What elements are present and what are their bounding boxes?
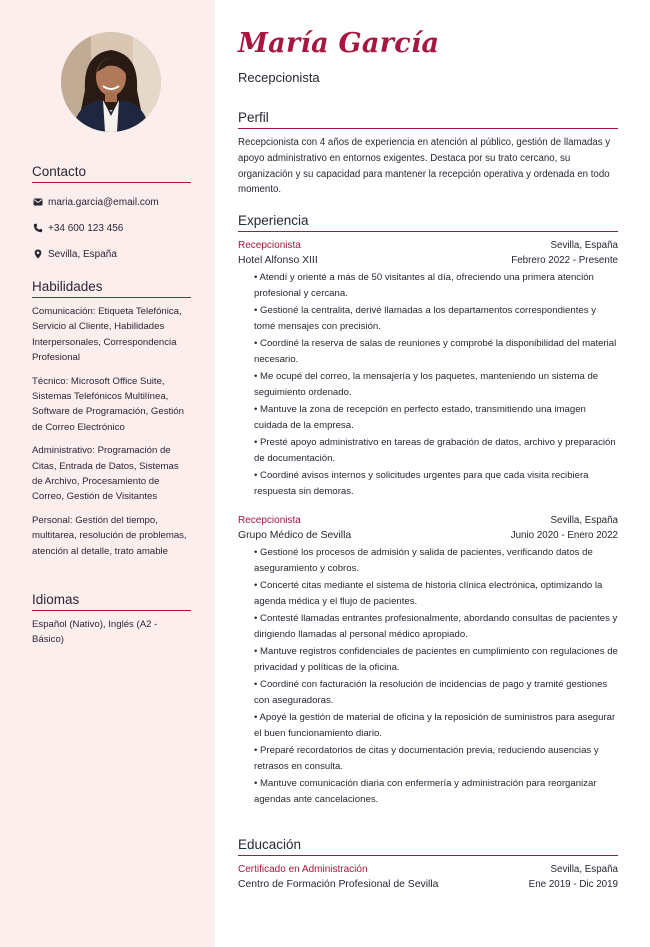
job-location: Sevilla, España xyxy=(550,515,618,527)
experience-section xyxy=(238,213,618,809)
job-title: Recepcionista xyxy=(238,515,301,527)
education-entry xyxy=(238,862,618,892)
education-degree: Certificado en Administración xyxy=(238,864,368,875)
job-company: Hotel Alfonso XIII xyxy=(238,255,318,266)
languages-title: Idiomas xyxy=(32,592,191,611)
experience-title: Experiencia xyxy=(238,213,618,232)
job-bullet: • Me ocupé del correo, la mensajería y los paquetes, manteniendo un sistema de seguimiento ordenado. xyxy=(254,371,599,398)
job-company: Grupo Médico de Sevilla xyxy=(238,530,352,542)
job-bullet: • Preparé recordatorios de citas y documentación previa, reduciendo ausencias y retrasos en consulta. xyxy=(254,745,599,773)
contact-email-text: maria.garcia@email.com xyxy=(48,196,159,208)
education-school: Centro de Formación Profesional de Sevilla xyxy=(238,879,439,890)
skills-title: Habilidades xyxy=(32,279,191,298)
job-bullet: • Coordiné avisos internos y solicitudes urgentes para que cada visita recibiera respuesta sin demoras. xyxy=(254,470,589,497)
education-location: Sevilla, España xyxy=(550,864,618,875)
contact-title: Contacto xyxy=(32,164,191,183)
contact-phone-text: +34 600 123 456 xyxy=(48,222,124,234)
job-bullet: • Presté apoyo administrativo en tareas de grabación de datos, archivo y preparación de documentación. xyxy=(254,437,616,464)
job-entry xyxy=(238,238,618,499)
contact-location-text: Sevilla, España xyxy=(48,248,117,260)
profile-photo-image xyxy=(61,32,161,132)
job-entry xyxy=(238,513,618,807)
job-bullets xyxy=(254,545,618,807)
job-bullet: • Mantuve la zona de recepción en perfecto estado, transmitiendo una imagen cuidada de la empresa. xyxy=(254,404,586,431)
contact-email[interactable] xyxy=(32,189,191,215)
job-bullet: • Atendí y orienté a más de 50 visitantes al día, ofreciendo una primera atención profesional y cercana. xyxy=(254,272,594,299)
skill-group: Administrativo: Programación de Citas, Entrada de Datos, Sistemas de Archivo, Procesamiento de Correo, Gestión de Visitantes xyxy=(32,445,179,503)
contact-phone[interactable] xyxy=(32,215,191,241)
profile-text: Recepcionista con 4 años de experiencia en atención al público, gestión de llamadas y apoyo administrativo en entornos exigentes. Destaca por su trato cercano, su organización y su capacidad para mantener la recepción operativa y ordenada en todo momento. xyxy=(238,137,611,196)
job-dates: Febrero 2022 - Presente xyxy=(511,255,618,266)
contact-location xyxy=(32,241,191,267)
education-title: Educación xyxy=(238,837,618,856)
job-bullet: • Contesté llamadas entrantes profesionalmente, abordando consultas de pacientes y dirigiendo llamadas al personal médico apropiado. xyxy=(254,613,618,641)
job-bullet: • Gestioné los procesos de admisión y salida de pacientes, verificando datos de aseguramiento y cobros. xyxy=(254,547,593,575)
candidate-role: Recepcionista xyxy=(238,70,320,85)
job-bullet: • Apoyé la gestión de material de oficina y la reposición de suministros para asegurar el buen funcionamiento diario. xyxy=(254,712,616,740)
job-bullet: • Mantuve registros confidenciales de pacientes en cumplimiento con regulaciones de privacidad y políticas de la oficina. xyxy=(254,646,618,674)
job-bullet: • Gestioné la centralita, derivé llamadas a los departamentos correspondientes y tomé mensajes con precisión. xyxy=(254,305,596,332)
skill-group: Técnico: Microsoft Office Suite, Sistemas Telefónicos Multilínea, Software de Programación, Gestión de Correo Electrónico xyxy=(32,375,184,433)
job-dates: Junio 2020 - Enero 2022 xyxy=(510,530,618,542)
languages-text: Español (Nativo), Inglés (A2 - Básico) xyxy=(32,619,158,646)
skills-section xyxy=(32,279,191,567)
job-bullet: • Coordiné con facturación la resolución de incidencias de pago y tramité gestiones con aseguradoras. xyxy=(254,679,608,707)
mail-icon xyxy=(32,196,44,208)
contact-section xyxy=(32,164,191,267)
skill-group: Comunicación: Etiqueta Telefónica, Servicio al Cliente, Habilidades Interpersonales, Correspondencia Profesional xyxy=(32,306,182,364)
location-icon xyxy=(32,248,44,260)
skill-group: Personal: Gestión del tiempo, multitarea, resolución de problemas, atención al detalle, trato amable xyxy=(32,514,187,557)
candidate-name: María García xyxy=(238,28,440,59)
profile-section xyxy=(238,110,618,198)
languages-section xyxy=(32,592,191,656)
profile-title: Perfil xyxy=(238,110,618,129)
job-bullet: • Mantuve comunicación diaria con enfermería y administración para reorganizar agendas ante cancelaciones. xyxy=(254,778,597,806)
job-title: Recepcionista xyxy=(238,240,301,251)
education-dates: Ene 2019 - Dic 2019 xyxy=(528,879,618,890)
job-bullet: • Concerté citas mediante el sistema de historia clínica electrónica, optimizando la agenda médica y el flujo de pacientes. xyxy=(254,580,603,608)
job-bullets xyxy=(254,270,618,499)
phone-icon xyxy=(32,222,44,234)
education-section xyxy=(238,837,618,892)
job-bullet: • Coordiné la reserva de salas de reuniones y comprobé la disponibilidad del material necesario. xyxy=(254,338,617,365)
profile-photo xyxy=(61,32,161,132)
job-location: Sevilla, España xyxy=(550,240,618,251)
